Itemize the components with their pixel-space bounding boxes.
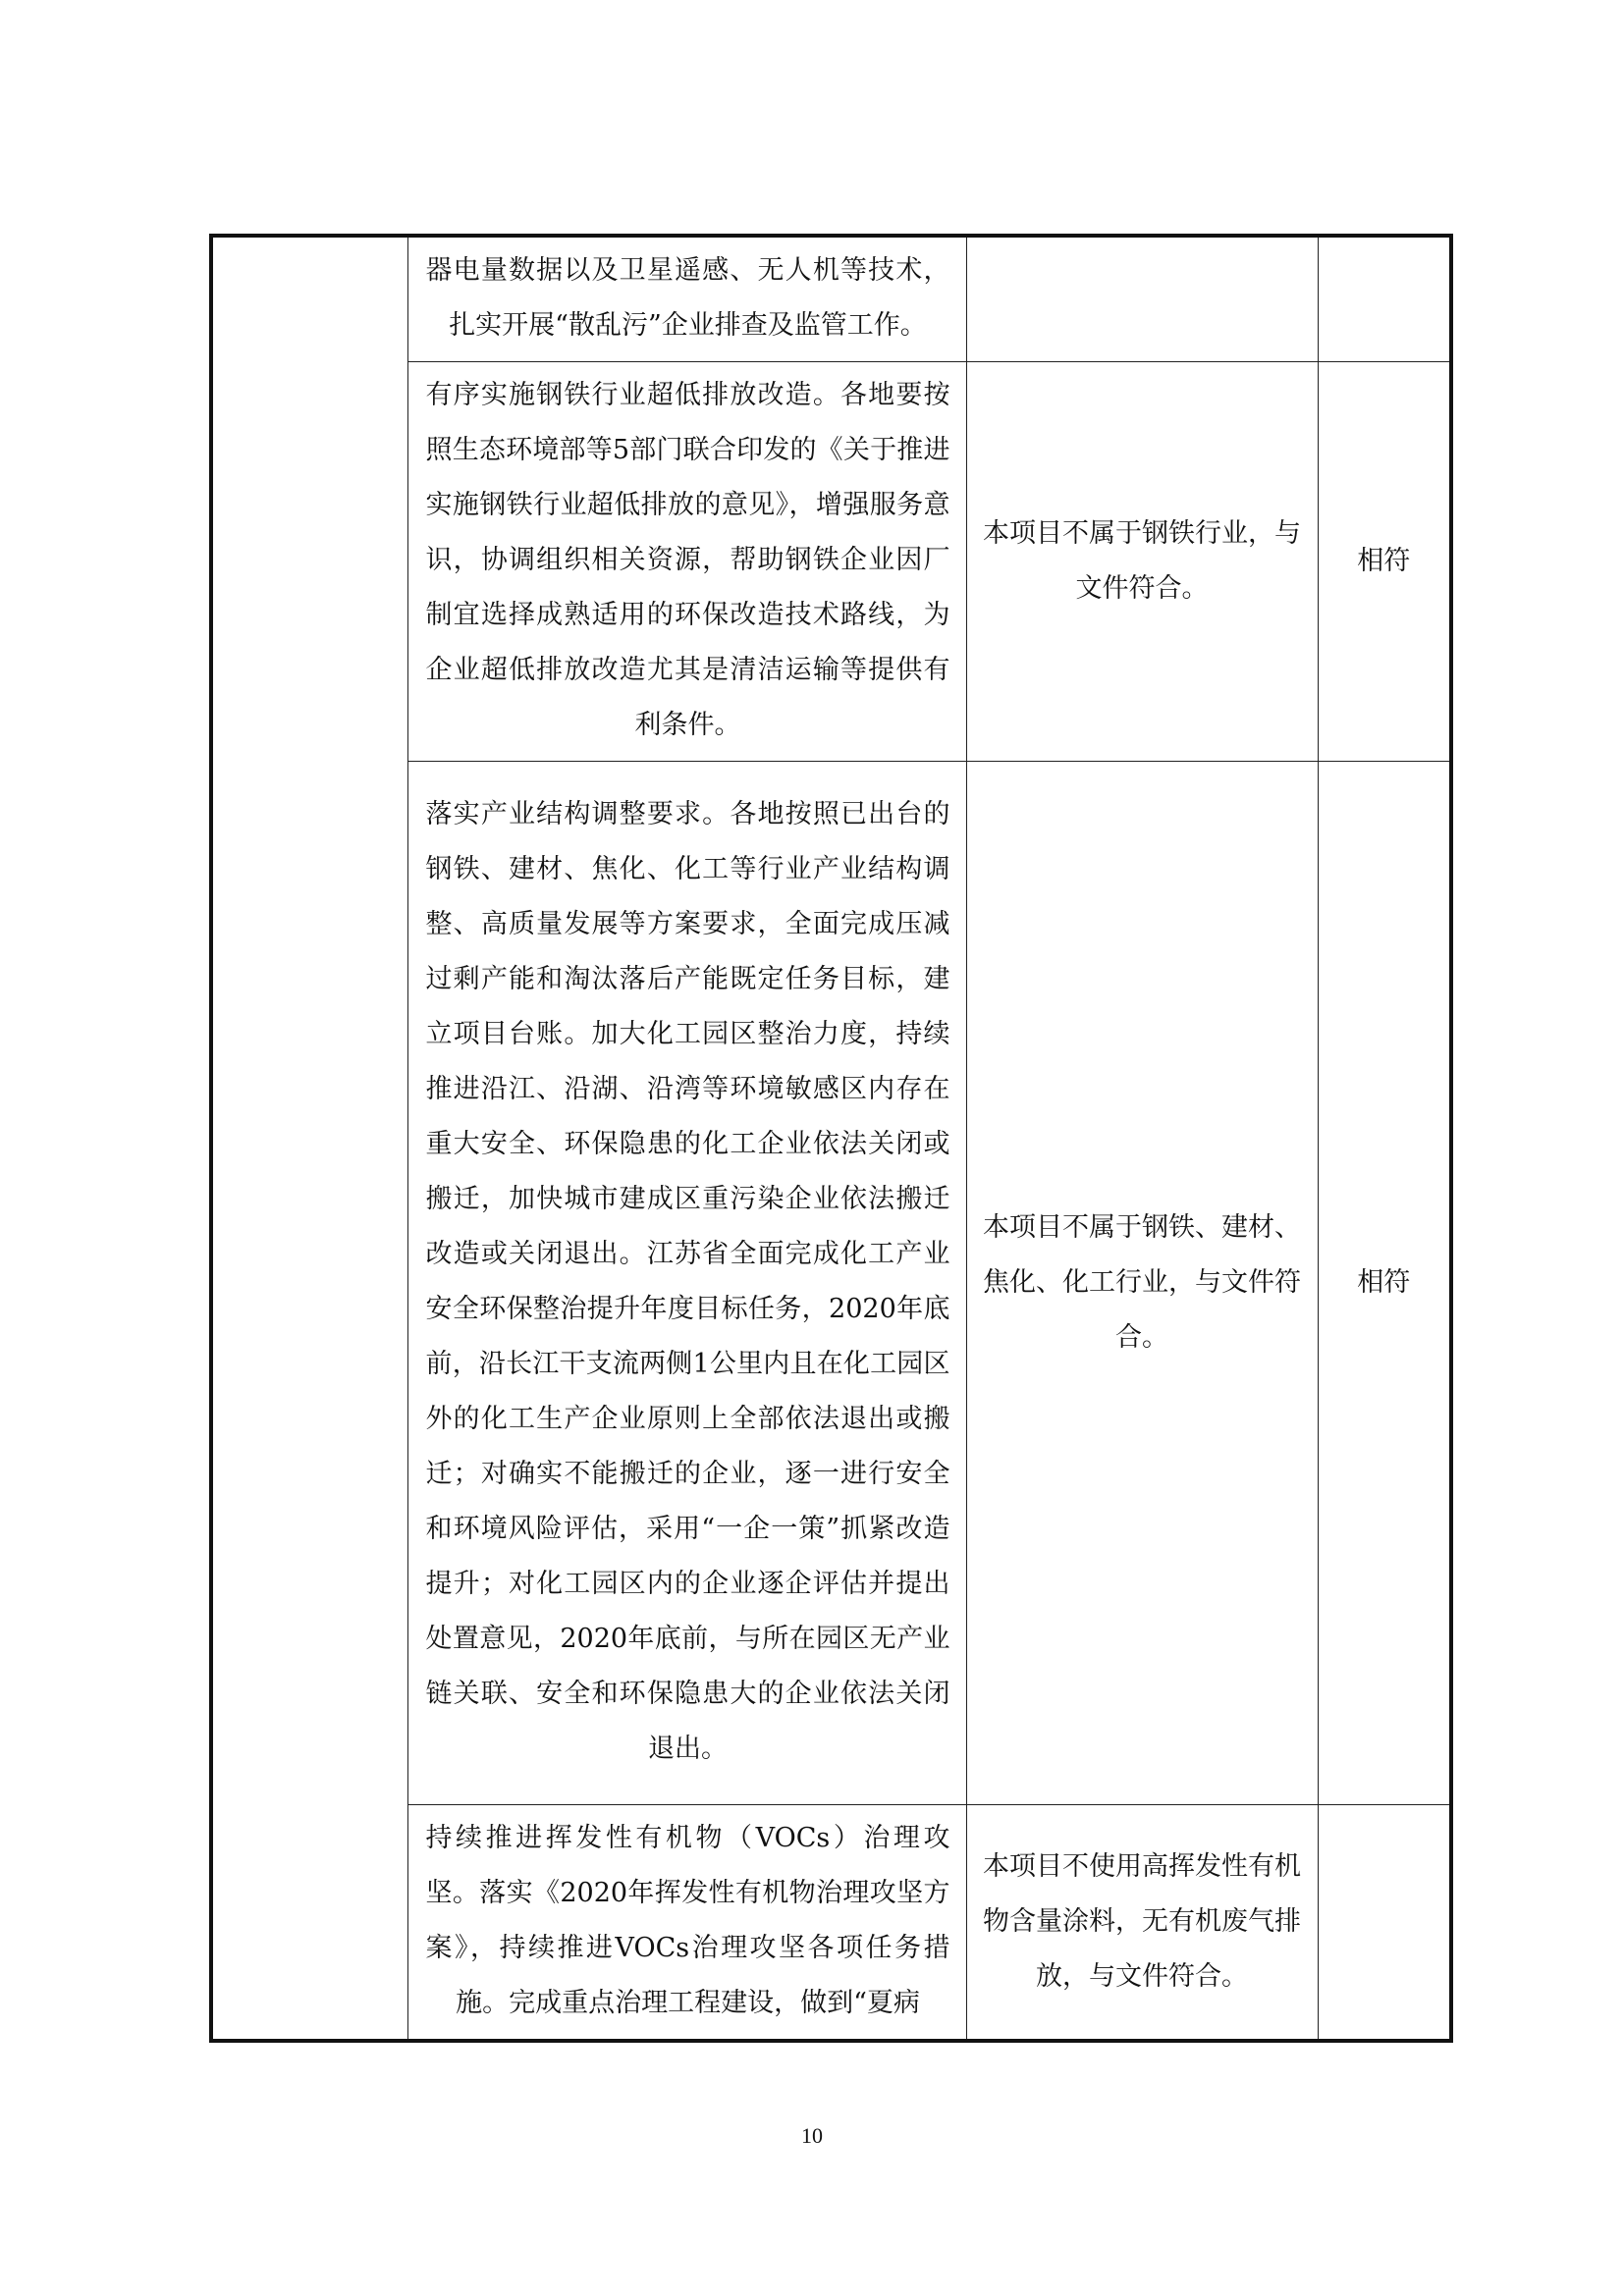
analysis-cell xyxy=(966,236,1318,362)
category-cell xyxy=(211,236,407,2041)
analysis-cell: 本项目不使用高挥发性有机物含量涂料，无有机废气排放，与文件符合。 xyxy=(966,1805,1318,2042)
requirement-cell: 有序实施钢铁行业超低排放改造。各地要按照生态环境部等5部门联合印发的《关于推进实施钢铁行业超低排放的意见》，增强服务意识，协调组织相关资源，帮助钢铁企业因厂制宜选择成熟适用的环保改造技术路线，为企业超低排放改造尤其是清洁运输等提供有利条件。 xyxy=(407,362,966,762)
requirement-cell: 器电量数据以及卫星遥感、无人机等技术，扎实开展“散乱污”企业排查及监管工作。 xyxy=(407,236,966,362)
requirement-cell: 落实产业结构调整要求。各地按照已出台的钢铁、建材、焦化、化工等行业产业结构调整、高质量发展等方案要求，全面完成压减过剩产能和淘汰落后产能既定任务目标，建立项目台账。加大化工园区整治力度，持续推进沿江、沿湖、沿湾等环境敏感区内存在重大安全、环保隐患的化工企业依法关闭或搬迁，加快城市建成区重污染企业依法搬迁改造或关闭退出。江苏省全面完成化工产业安全环保整治提升年度目标任务，2020年底前，沿长江干支流两侧1公里内且在化工园区外的化工生产企业原则上全部依法退出或搬迁；对确实不能搬迁的企业，逐一进行安全和环境风险评估，采用“一企一策”抓紧改造提升；对化工园区内的企业逐企评估并提出处置意见，2020年底前，与所在园区无产业链关联、安全和环保隐患大的企业依法关闭退出。 xyxy=(407,762,966,1805)
requirement-cell: 持续推进挥发性有机物（VOCs）治理攻坚。落实《2020年挥发性有机物治理攻坚方案》，持续推进VOCs治理攻坚各项任务措施。完成重点治理工程建设，做到“夏病 xyxy=(407,1805,966,2042)
table-row xyxy=(211,236,1451,362)
conclusion-cell xyxy=(1318,1805,1451,2042)
conclusion-cell: 相符 xyxy=(1318,362,1451,762)
conclusion-cell xyxy=(1318,236,1451,362)
page-number: 10 xyxy=(801,2123,823,2148)
conclusion-cell: 相符 xyxy=(1318,762,1451,1805)
analysis-cell: 本项目不属于钢铁行业，与文件符合。 xyxy=(966,362,1318,762)
compliance-table xyxy=(209,234,1453,2043)
analysis-cell: 本项目不属于钢铁、建材、焦化、化工行业，与文件符合。 xyxy=(966,762,1318,1805)
